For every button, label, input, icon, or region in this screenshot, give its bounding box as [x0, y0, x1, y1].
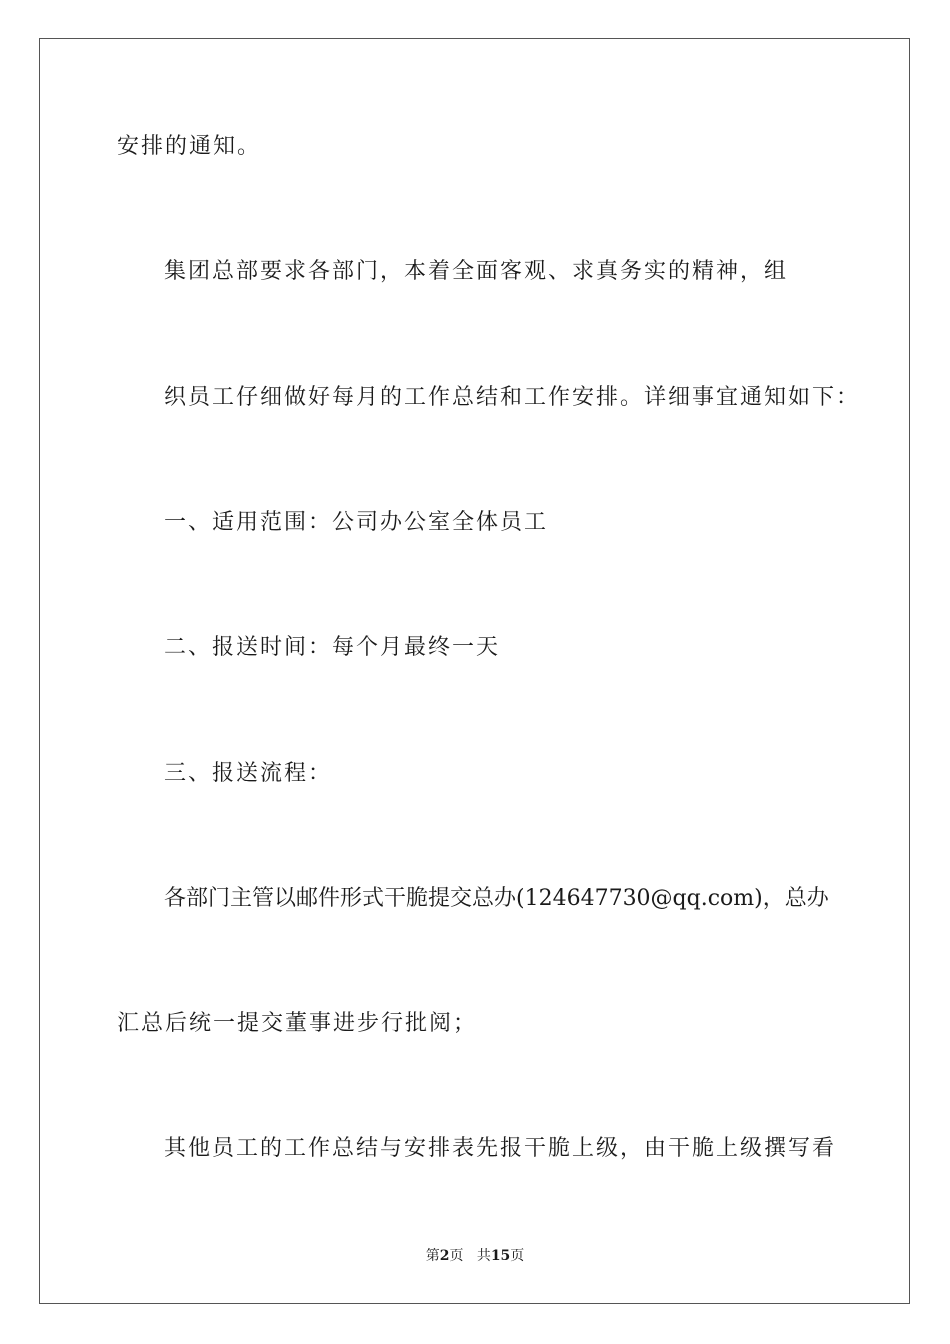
page-border	[39, 38, 910, 1304]
footer-page-suffix: 页	[449, 1248, 464, 1264]
footer-page-number: 2	[439, 1248, 450, 1264]
body-line-2: 集团总部要求各部门，本着全面客观、求真务实的精神，组	[164, 259, 789, 284]
body-line-1: 安排的通知。	[117, 134, 262, 159]
footer-total-prefix: 共	[476, 1248, 491, 1264]
body-line-7: 各部门主管以邮件形式干脆提交总办(124647730@qq.com)，总办	[164, 886, 829, 911]
body-line-3: 织员工仔细做好每月的工作总结和工作安排。详细事宜通知如下：	[164, 385, 861, 410]
footer-page-prefix: 第	[425, 1248, 440, 1264]
footer-total-suffix: 页	[510, 1248, 525, 1264]
footer-total-pages: 15	[490, 1248, 511, 1264]
body-line-5: 二、报送时间：每个月最终一天	[164, 635, 501, 660]
body-line-6: 三、报送流程：	[164, 761, 333, 786]
body-line-4: 一、适用范围：公司办公室全体员工	[164, 510, 549, 535]
body-line-8: 汇总后统一提交董事进步行批阅；	[117, 1011, 478, 1036]
page-footer	[0, 1246, 950, 1266]
body-line-9: 其他员工的工作总结与安排表先报干脆上级，由干脆上级撰写看	[164, 1136, 837, 1161]
